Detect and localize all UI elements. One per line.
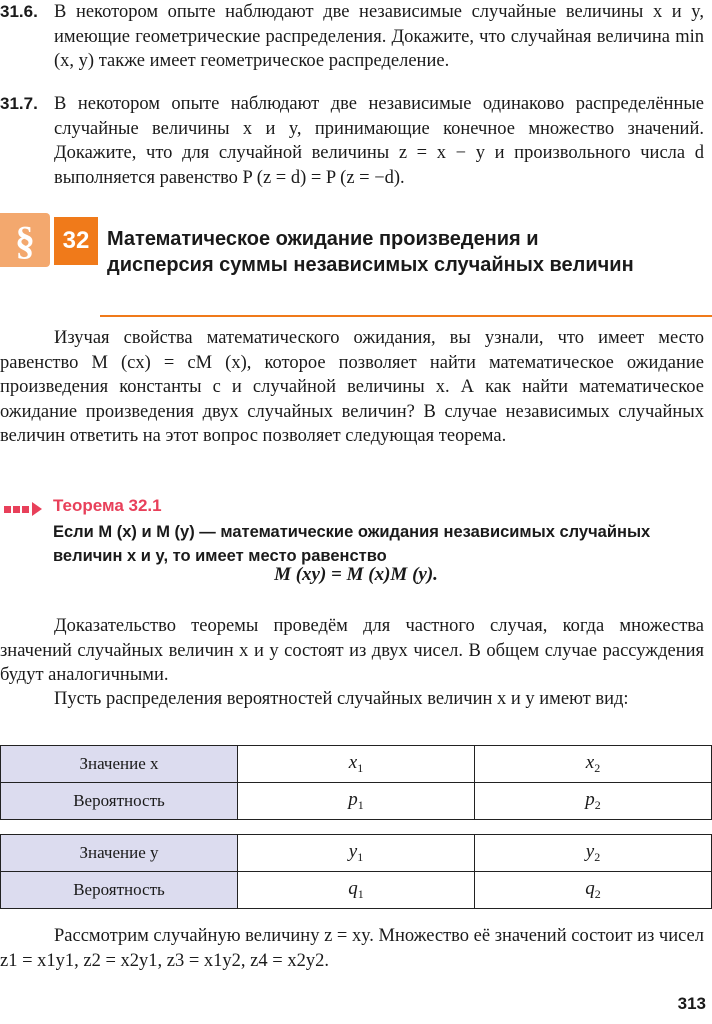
table-row [1, 746, 712, 783]
problem-number: 31.7. [0, 94, 38, 113]
table-cell: $q_1$ [238, 872, 475, 909]
theorem-text: Если M (x) и M (y) — математические ожидания независимых случайных величин x и y, то имеет место равенство [53, 523, 651, 565]
section-rule [100, 315, 712, 317]
intro-paragraph: Изучая свойства математического ожидания, вы узнали, что имеет место равенство M (cx) = cM (x), которое позволяет найти математическое ожидание произведения константы c и случайной величины x. А как найти математическое ожидание произведения двух случайных величин? В случае независимых случайных величин ответить на этот вопрос позволяет следующая теорема. [0, 328, 704, 446]
table-row [1, 835, 712, 872]
section-symbol-icon: § [0, 213, 50, 267]
table-cell: $y_1$ [238, 835, 475, 872]
theorem-statement [53, 520, 708, 568]
page-number: 313 [677, 994, 706, 1013]
theorem-arrow-icon [4, 502, 42, 516]
section-title: Математическое ожидание произведения и дисперсия суммы независимых случайных величин [107, 228, 634, 276]
section-number: 32 [54, 217, 98, 265]
proof-paragraph: Пусть распределения вероятностей случайных величин x и y имеют вид: [54, 689, 629, 709]
theorem-formula: M (xy) = M (x)M (y). [274, 564, 438, 585]
row-label: Вероятность [1, 783, 238, 820]
distribution-table-y [0, 834, 712, 909]
theorem-title: Теорема 32.1 [53, 496, 162, 515]
table-cell: $p_2$ [475, 783, 712, 820]
problem-text: В некотором опыте наблюдают две независимые случайные величины x и y, имеющие геометрические распределения. Докажите, что случайная величина min (x, y) также имеет геометрическое распределение. [54, 2, 704, 71]
proof-paragraph: Доказательство теоремы проведём для частного случая, когда множества значений случайных величин x и y состоят из двух чисел. В общем случае рассуждения будут аналогичными. [0, 616, 704, 685]
problem-text: В некотором опыте наблюдают две независимые одинаково распределённые случайные величины x и y, принимающие конечное множество значений. Докажите, что для случайной величины z = x − y и произвольного числа d выполняется равенство P (z = d) = P (z = −d). [54, 94, 704, 188]
row-label: Значение y [1, 835, 238, 872]
table-row [1, 872, 712, 909]
closing-paragraph: Рассмотрим случайную величину z = xy. Множество её значений состоит из чисел z1 = x1y1, z2 = x2y1, z3 = x1y2, z4 = x2y2. [0, 926, 704, 971]
row-label: Значение x [1, 746, 238, 783]
problem-31-6 [0, 0, 704, 74]
problem-number: 31.6. [0, 2, 38, 21]
row-label: Вероятность [1, 872, 238, 909]
distribution-table-x [0, 745, 712, 820]
table-row [1, 783, 712, 820]
table-cell: $q_2$ [475, 872, 712, 909]
table-cell: $x_2$ [475, 746, 712, 783]
table-cell: $x_1$ [238, 746, 475, 783]
table-cell: $p_1$ [238, 783, 475, 820]
problem-31-7 [0, 92, 704, 190]
table-cell: $y_2$ [475, 835, 712, 872]
